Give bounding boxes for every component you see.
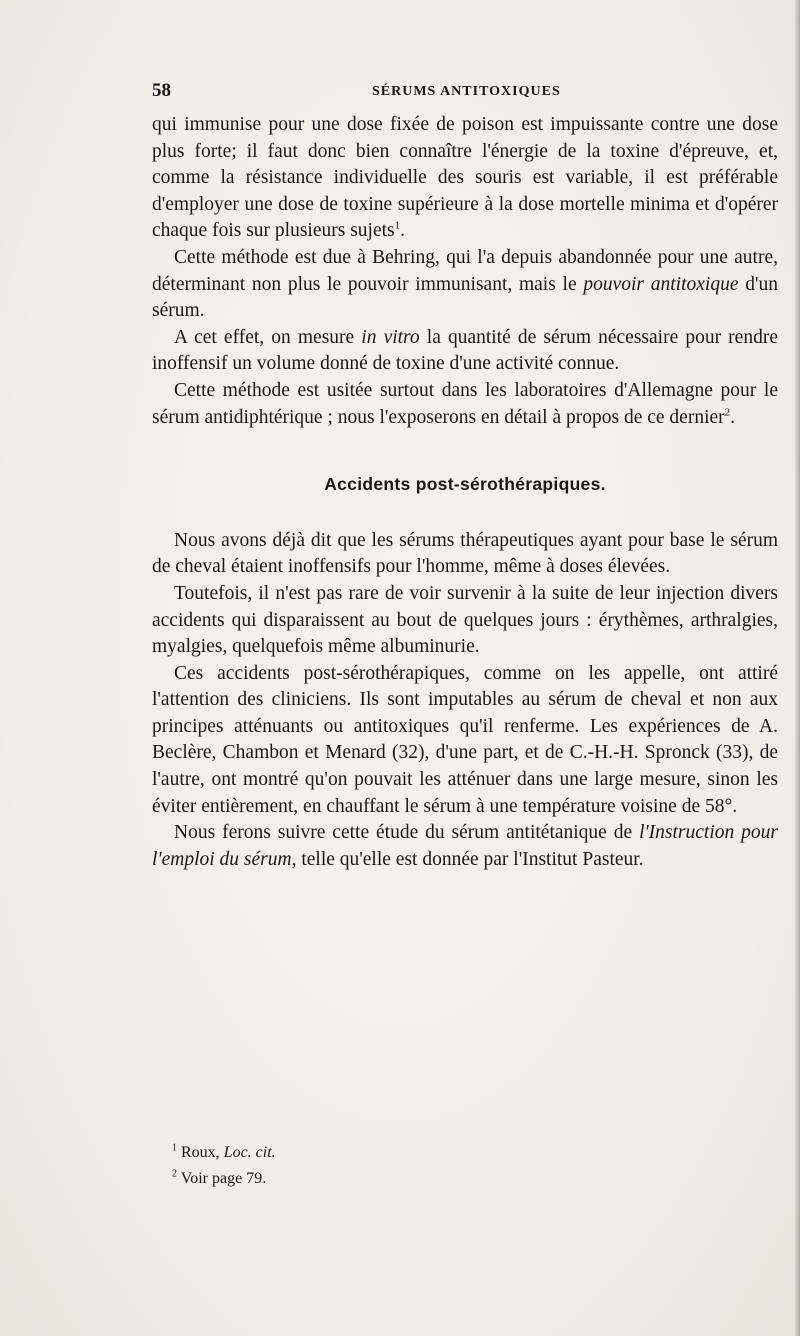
- paragraph-4: Cette méthode est usitée surtout dans les laboratoires d'Allemagne pour le sérum antidiphtérique ; nous l'exposerons en détail à propos de ce dernier$^2$.: [152, 379, 778, 428]
- paragraph-8: Nous ferons suivre cette étude du sérum antitétanique de l'Instruction pour l'emploi du sérum, telle qu'elle est donnée par l'Institut Pasteur.: [152, 822, 778, 870]
- footnote-mark: 1: [172, 1142, 177, 1154]
- page-number: 58: [152, 80, 171, 101]
- footnotes: [172, 1140, 672, 1192]
- section-heading: Accidents post-sérothérapiques.: [324, 474, 606, 495]
- running-title: SÉRUMS ANTITOXIQUES: [372, 84, 561, 99]
- footnote-2: $^2$ Voir page 79.: [172, 1168, 267, 1187]
- italic-title: l'Instruction pour l'emploi du sérum: [152, 822, 778, 870]
- footnote-ref-1: 1: [394, 219, 401, 232]
- footnote-ref-2: 2: [724, 406, 731, 419]
- paragraph-7: Ces accidents post-sérothérapiques, comme on les appelle, ont attiré l'attention des cliniciens. Ils sont imputables au sérum de cheval et non aux principes atténuants ou antitoxiques qu'il renferme. Les expériences de A. Beclère, Chambon et Menard (32), d'une part, et de C.-H.-H. Spronck (33), de l'autre, ont montré qu'on pouvait les atténuer dans une large mesure, sinon les éviter entièrement, en chauffant le sérum à une température voisine de 58°.: [152, 662, 778, 817]
- italic-term: pouvoir antitoxique: [583, 273, 739, 295]
- page-header: [152, 80, 778, 110]
- paragraph-1: qui immunise pour une dose fixée de poison est impuissante contre une dose plus forte; il faut donc bien connaître l'énergie de la toxine d'épreuve, et, comme la résistance individuelle des souris est variable, il est préférable d'employer une dose de toxine supérieure à la dose mortelle minima et d'opérer chaque fois sur plusieurs sujets$^1$.: [152, 114, 778, 242]
- footnote-1: $^1$ Roux, Loc. cit.: [172, 1142, 276, 1161]
- paragraph-3: A cet effet, on mesure in vitro la quantité de sérum nécessaire pour rendre inoffensif un volume donné de toxine d'une activité connue.: [152, 326, 778, 375]
- paragraph-6: Toutefois, il n'est pas rare de voir survenir à la suite de leur injection divers accidents qui disparaissent au bout de quelques jours : érythèmes, arthralgies, myalgies, quelquefois même albuminurie.: [152, 582, 778, 658]
- paragraph-2: Cette méthode est due à Behring, qui l'a depuis abandonnée pour une autre, déterminant non plus le pouvoir immunisant, mais le pouvoir antitoxique d'un sérum.: [152, 246, 778, 322]
- paragraph-5: Nous avons déjà dit que les sérums thérapeutiques ayant pour base le sérum de cheval étaient inoffensifs pour l'homme, même à doses élevées.: [152, 529, 778, 578]
- page-edge-shadow: [794, 0, 800, 1336]
- footnote-mark: 2: [172, 1168, 177, 1180]
- italic-term: in vitro: [361, 326, 420, 348]
- body-text: [152, 112, 778, 873]
